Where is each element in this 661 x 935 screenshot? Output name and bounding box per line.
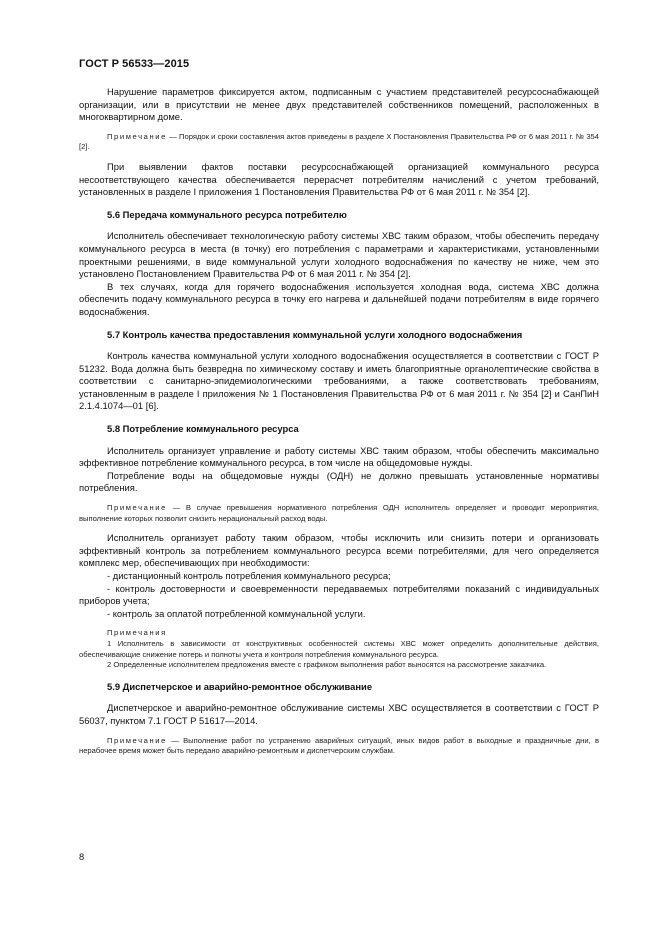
note-acts — [79, 132, 599, 153]
section-heading-5-9: 5.9 Диспетчерское и аварийно-ремонтное обслуживание — [107, 680, 373, 692]
list-item: - дистанционный контроль потребления коммунального ресурса; — [107, 570, 391, 581]
list-item: - контроль за оплатой потребленной коммунальной услуги. — [107, 607, 366, 619]
paragraph-dispatch: Диспетчерское и аварийно-ремонтное обслуживание системы ХВС осуществляется в соответствии с ГОСТ Р 56037, пунктом 7.1 ГОСТ Р 51617—2014. — [79, 702, 599, 726]
section-heading-5-8: 5.8 Потребление коммунального ресурса — [107, 423, 299, 435]
section-heading-5-6: 5.6 Передача коммунального ресурса потребителю — [107, 208, 347, 220]
note-text: — В случае превышения нормативного потребления ОДН исполнитель определяет и проводит мероприятия, выполнение которых позволит снизить нерациональный расход воды. — [79, 503, 599, 523]
note-item: 2 Определенные исполнителем предложения вместе с графиком выполнения работ выносятся на рассмотрение заказчика. — [107, 660, 547, 670]
notes-label: Примечания — [107, 628, 167, 638]
note-odn — [79, 503, 599, 524]
note-item: 1 Исполнитель в зависимости от конструктивных особенностей системы ХВС может определить дополнительные действия, обеспечивающие снижение потерь и полноты учета и контроля потребления коммунального ресурса. — [79, 638, 599, 659]
note-label: Примечание — [107, 503, 167, 513]
note-label: Примечание — [107, 735, 167, 745]
paragraph-losses: Исполнитель организует работу таким образом, чтобы исключить или снизить потери и организовать эффективный контроль за потреблением коммунального ресурса всеми потребителями, для чего определяется комплекс мер, обеспечивающих при необходимости: — [79, 532, 599, 569]
note-text: — Выполнение работ по устранению аварийных ситуаций, иных видов работ в выходные и праздничные дни, в нерабочее время может быть передано аварийно-ремонтным и диспетчерским службам. — [79, 735, 599, 756]
paragraph-recalculation: При выявлении фактов поставки ресурсоснабжающей организацией коммунального ресурса несоответствующего качества обеспечивается перерасчет потребителям начислений с учетом требований, установленных в разделе I приложения 1 Постановления Правительства РФ от 6 мая 2011 г. № 354 [2]. — [79, 160, 599, 198]
paragraph-hot-water: В тех случаях, когда для горячего водоснабжения используется холодная вода, система ХВС должна обеспечить подачу коммунального ресурса в точку его нагрева и дальнейшей подачи потребителям в виде горячего водоснабжения. — [79, 280, 599, 317]
document-header: ГОСТ Р 56533—2015 — [79, 58, 190, 70]
paragraph-quality: Контроль качества коммунальной услуги холодного водоснабжения осуществляется в соответствии с ГОСТ Р 51232. Вода должна быть безвредна по химическому составу и иметь благоприятные органолептические свойства в соответствии с санитарно-эпидемиологическими требованиями, а также соответствовать требованиям, установленным в разделе I приложения № 1 Постановления Правительства РФ от 6 мая 2011 г. № 354 [2] и СанПиН 2.1.4.1074—01 [6]. — [79, 350, 599, 412]
page-number: 8 — [79, 851, 85, 862]
paragraph-supply: Исполнитель обеспечивает технологическую работу системы ХВС таким образом, чтобы обеспечить передачу коммунального ресурса в места (в точку) его потребления с параметрами и характеристиками, установленными проектными решениями, в виде коммунальной услуги холодного водоснабжения по качеству не ниже, чем это установлено Постановлением Правительства РФ от 6 мая 2011 г. № 354 [2]. — [79, 230, 599, 280]
list-item: - контроль достоверности и своевременности передаваемых потребителями показаний с индивидуальных приборов учета; — [79, 582, 599, 607]
document-body — [79, 86, 599, 757]
note-emergency — [79, 736, 599, 757]
paragraph-consumption: Исполнитель организует управление и работу системы ХВС таким образом, чтобы обеспечить максимально эффективное потребление коммунального ресурса, в том числе на общедомовые нужды. — [79, 444, 599, 469]
section-heading-5-7: 5.7 Контроль качества предоставления коммунальной услуги холодного водоснабжения — [107, 328, 523, 340]
paragraph-odn: Потребление воды на общедомовые нужды (ОДН) не должно превышать установленные нормативы потребления. — [79, 469, 599, 494]
paragraph-act: Нарушение параметров фиксируется актом, подписанным с участием представителей ресурсоснабжающей организации, или в присутствии не менее двух представителей собственников помещений, расположенных в многоквартирном доме. — [79, 86, 599, 123]
note-text: — Порядок и сроки составления актов приведены в разделе X Постановления Правительства РФ от 6 мая 2011 г. № 354 [2]. — [79, 131, 599, 152]
note-label: Примечание — [107, 131, 167, 141]
